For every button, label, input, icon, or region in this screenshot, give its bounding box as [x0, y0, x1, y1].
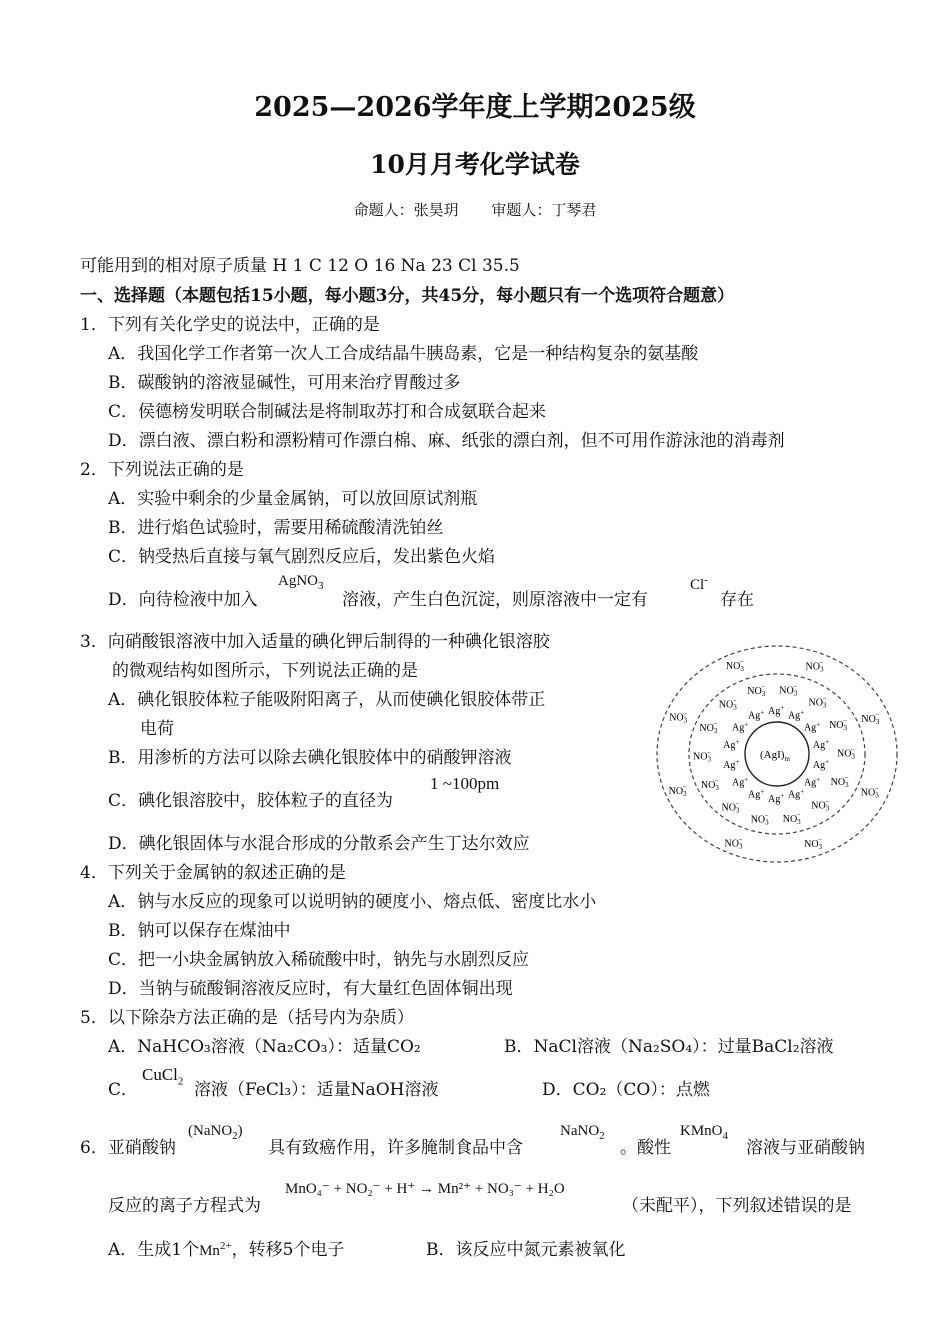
nitrate-ion: $NO_3-$: [724, 835, 743, 851]
q5-option-b: B．NaCl溶液（Na₂SO₄）：过量BaCl₂溶液: [504, 1037, 834, 1057]
silver-ion: Ag+: [723, 738, 740, 752]
reviewer: 审题人：丁琴君: [491, 201, 597, 219]
nitrate-ion: $NO_3-$: [808, 694, 827, 710]
q2-stem: 2．下列说法正确的是: [80, 460, 244, 480]
agi-core-label: $(AgI)_m$: [760, 749, 790, 763]
q3-size-range: 1 ~100pm: [430, 774, 500, 793]
nitrate-ion: $NO_3-$: [668, 783, 687, 799]
q5-option-d: D．CO₂（CO）：点燃: [542, 1080, 710, 1100]
q2-option-d: [108, 592, 258, 609]
ionic-equation: MnO₄⁻ + NO₂⁻ + H⁺ → Mn²⁺ + NO₃⁻ + H₂O: [285, 1181, 565, 1197]
q2-d-text1: D．向待检液中加入: [108, 590, 258, 610]
q4-option-d: D．当钠与硫酸铜溶液反应时，有大量红色固体铜出现: [108, 979, 513, 999]
nitrate-ion: $NO_3-$: [693, 748, 711, 764]
silver-ion: Ag+: [803, 720, 821, 734]
nitrate-ion: $NO_3-$: [747, 683, 766, 699]
q6-text2: 具有致癌作用，许多腌制食品中含: [268, 1138, 523, 1158]
nitrate-ion: $NO_3-$: [860, 784, 879, 800]
agi-colloid-diagram: [652, 642, 902, 867]
author: 命题人：张昊玥: [353, 201, 459, 219]
silver-ion: Ag+: [748, 787, 765, 801]
q5-option-a: A．NaHCO₃溶液（Na₂CO₃）：适量CO₂: [108, 1037, 421, 1057]
silver-ion: Ag+: [732, 775, 749, 789]
nitrate-ion: $NO_3-$: [721, 799, 740, 815]
chloride-ion: Cl-: [690, 574, 708, 593]
q4-option-b: B．钠可以保存在煤油中: [108, 921, 291, 941]
q2-option-b: B．进行焰色试验时，需要用稀硫酸清洗铂丝: [108, 518, 444, 538]
nitrate-ion: $NO_3-$: [811, 797, 830, 813]
q6-option-b: B．该反应中氮元素被氧化: [426, 1240, 626, 1260]
q2-option-c: C．钠受热后直接与氧气剧烈反应后，发出紫色火焰: [108, 547, 496, 567]
q2-d-text2: 溶液，产生白色沉淀，则原溶液中一定有: [342, 590, 648, 610]
q3-stem-line2: 的微观结构如图所示，下列说法正确的是: [112, 661, 418, 681]
silver-ion: Ag+: [748, 708, 765, 722]
nitrate-ion: $NO_3-$: [700, 777, 719, 793]
nitrate-ion: $NO_3-$: [805, 658, 824, 674]
q4-option-c: C．把一小块金属钠放入稀硫酸中时，钠先与水剧烈反应: [108, 950, 530, 970]
q3-option-a-line2: 电荷: [140, 719, 174, 739]
silver-ion: Ag+: [812, 738, 830, 752]
q6-text6: （未配平），下列叙述错误的是: [622, 1196, 852, 1216]
silver-ion: Ag+: [787, 787, 805, 801]
q3-option-d: D．碘化银固体与水混合形成的分散系会产生丁达尔效应: [108, 834, 530, 854]
q1-option-c: C．侯德榜发明联合制碱法是将制取苏打和合成氨联合起来: [108, 402, 547, 422]
q4-option-a: A．钠与水反应的现象可以说明钠的硬度小、熔点低、密度比水小: [108, 892, 597, 912]
q6-text4: 溶液与亚硝酸钠: [746, 1138, 865, 1158]
nitrate-ion: $NO_3-$: [750, 811, 769, 827]
q2-d-text3: 存在: [720, 590, 754, 610]
q3-option-c: C．碘化银溶胶中，胶体粒子的直径为: [108, 791, 394, 811]
q1-option-b: B．碳酸钠的溶液显碱性，可用来治疗胃酸过多: [108, 373, 461, 393]
silver-ion: Ag+: [812, 757, 830, 771]
q3-stem-line1: 3．向硝酸银溶液中加入适量的碘化钾后制得的一种碘化银溶胶: [80, 632, 550, 652]
nitrate-ion: $NO_3-$: [830, 774, 849, 790]
kmno4-formula: KMnO$_4$: [680, 1123, 729, 1142]
silver-ion: Ag+: [723, 757, 740, 771]
nitrate-ion: $NO_3-$: [836, 745, 855, 761]
nitrate-ion: $NO_3-$: [699, 719, 718, 735]
authors-line: [0, 203, 950, 218]
q6-option-a: A．生成1个$Mn^{2+}$，转移5个电子: [108, 1240, 345, 1260]
nitrate-ion: $NO_3-$: [861, 710, 880, 726]
q1-stem: 1．下列有关化学史的说法中，正确的是: [80, 315, 380, 335]
nano2-paren-formula: (NaNO$_2$): [188, 1123, 243, 1142]
agno3-formula: AgNO$_3$: [278, 573, 324, 592]
q3-option-b: B．用渗析的方法可以除去碘化银胶体中的硝酸钾溶液: [108, 748, 512, 768]
q6-text1: 6．亚硝酸钠: [80, 1138, 176, 1158]
silver-ion: Ag+: [732, 720, 749, 734]
q5-option-c-text: 溶液（FeCl₃）：适量NaOH溶液: [194, 1080, 439, 1100]
nitrate-ion: $NO_3-$: [779, 682, 798, 698]
q1-option-a: A．我国化学工作者第一次人工合成结晶牛胰岛素，它是一种结构复杂的氨基酸: [108, 344, 699, 364]
page-title: 2025—2026学年度上学期2025级: [254, 92, 696, 123]
silver-ion: Ag+: [803, 775, 821, 789]
q6-text5: 反应的离子方程式为: [108, 1196, 261, 1216]
cucl2-formula: CuCl$_2$: [142, 1065, 184, 1088]
q3-option-a-line1: A．碘化银胶体粒子能吸附阳离子，从而使碘化银胶体带正: [108, 690, 546, 710]
q4-stem: 4．下列关于金属钠的叙述正确的是: [80, 863, 346, 883]
nitrate-ion: $NO_3-$: [669, 709, 688, 725]
silver-ion: Ag+: [768, 792, 785, 805]
q5-stem: 5．以下除杂方法正确的是（括号内为杂质）: [80, 1008, 414, 1028]
mn-ion: $Mn^{2+}$: [199, 1240, 232, 1259]
q5-option-c-label: C．: [108, 1080, 139, 1100]
nitrate-ion: $NO_3-$: [725, 658, 744, 674]
nitrate-ion: $NO_3-$: [718, 696, 737, 712]
nano2-formula: NaNO$_2$: [560, 1123, 605, 1142]
page-subtitle: 10月月考化学试卷: [370, 150, 580, 179]
nitrate-ion: $NO_3-$: [804, 835, 823, 851]
silver-ion: Ag+: [787, 708, 805, 722]
q2-option-a: A．实验中剩余的少量金属钠，可以放回原试剂瓶: [108, 489, 478, 509]
atomic-masses: 可能用到的相对原子质量 H 1 C 12 O 16 Na 23 Cl 35.5: [80, 256, 520, 276]
section-heading: 一、选择题（本题包括15小题，每小题3分，共45分，每小题只有一个选项符合题意）: [80, 286, 735, 306]
silver-ion: Ag+: [768, 704, 785, 717]
nitrate-ion: $NO_3-$: [782, 810, 801, 826]
nitrate-ion: $NO_3-$: [829, 716, 848, 732]
q1-option-d: D．漂白液、漂白粉和漂粉精可作漂白棉、麻、纸张的漂白剂，但不可用作游泳池的消毒剂: [108, 431, 785, 451]
q6-text3: 。酸性: [620, 1138, 671, 1158]
